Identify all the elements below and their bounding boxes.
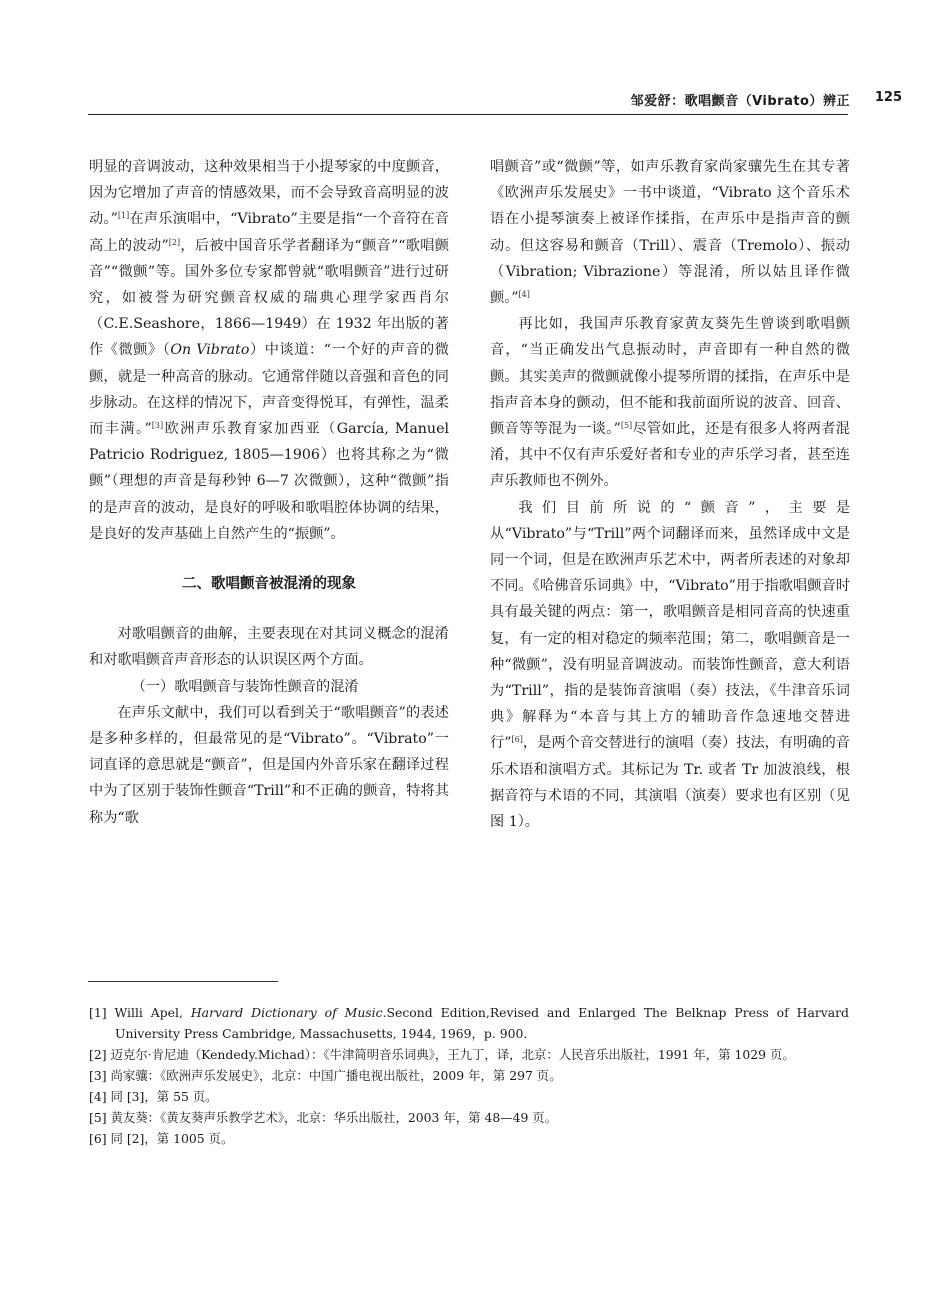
page-number: 125: [874, 90, 902, 105]
citation-ref: [6]: [511, 735, 523, 745]
text-run: [1] Willi Apel,: [89, 1005, 191, 1020]
text-run: 在声乐演唱中，“Vibrato”主要是指“一个音符在音高上的波动”: [89, 211, 449, 254]
paragraph: [490, 311, 850, 494]
header-rule: [88, 114, 848, 115]
citation-ref: [5]: [620, 421, 633, 431]
section-heading: 二、歌唱颤音被混淆的现象: [182, 576, 356, 593]
footnote: [3] 尚家骧：《欧洲声乐发展史》，北京：中国广播电视出版社，2009 年，第 297 页。: [89, 1068, 562, 1083]
citation-ref: [3]: [151, 421, 164, 431]
citation-ref: [1]: [117, 211, 130, 221]
footnote: [6] 同 [2]，第 1005 页。: [89, 1131, 234, 1146]
book-title: On Vibrato: [170, 342, 250, 359]
paragraph: [490, 154, 850, 311]
text-run: 明显的音调波动，这种效果相当于小提琴家的中度颤音，因为它增加了声音的情感效果，而不会导致音高明显的波动。”: [89, 159, 449, 228]
book-title: Harvard Dictionary of Music: [190, 1005, 383, 1020]
paragraph: [89, 154, 449, 547]
footnote: [5] 黄友葵：《黄友葵声乐教学艺术》，北京：华乐出版社，2003 年，第 48—49 页。: [89, 1110, 558, 1125]
right-column: [490, 154, 850, 835]
paragraph: 对歌唱颤音的曲解，主要表现在对其词义概念的混淆和对歌唱颤音声音形态的认识误区两个方面。: [89, 626, 449, 669]
text-run: ，后被中国音乐学者翻译为“颤音”“歌唱颤音”“微颤”等。国外多位专家都曾就“歌唱颤音”进行过研究，如被誉为研究颤音权威的瑞典心理学家西肖尔（C.E.Seashore，1866—1949）在 1932 年出版的著作《微颤》（: [89, 237, 449, 359]
footnote: [4] 同 [3]，第 55 页。: [89, 1089, 218, 1104]
left-column: [89, 154, 449, 831]
text-run: 唱颤音”或“微颤”等，如声乐教育家尚家骧先生在其专著《欧洲声乐发展史》一书中谈道，“Vibrato 这个音乐术语在小提琴演奏上被译作揉指，在声乐中是指声音的颤动。但这容易和颤音（Trill）、震音（Tremolo）、振动（Vibration; Vibrazione）等混淆，所以姑且译作微颤。”: [490, 159, 850, 307]
text-run: 尽管如此，还是有很多人将两者混淆，其中不仅有声乐爱好者和专业的声乐学习者，甚至连声乐教师也不例外。: [490, 421, 850, 490]
text-run: 欧洲声乐教育家加西亚（García, Manuel Patricio Rodriguez, 1805—1906）也将其称之为“微颤”（理想的声音是每秒钟 6—7 次微颤），这种“微颤”指的是声音的波动，是良好的呼吸和歌唱腔体协调的结果，是良好的发声基础上自然产生的“振颤”。: [89, 421, 449, 542]
citation-ref: [2]: [168, 237, 181, 247]
paragraph: [490, 495, 850, 836]
footnote: [89, 1002, 849, 1044]
citation-ref: [4]: [518, 290, 530, 300]
text-run: .Second Edition,Revised and Enlarged The Belknap Press of Harvard University Press Cambridge, Massachusetts, 1944, 1969，p. 900.: [115, 1005, 849, 1041]
paragraph: 在声乐文献中，我们可以看到关于“歌唱颤音”的表述是多种多样的，但最常见的是“Vibrato”。“Vibrato”一词直译的意思就是“颤音”，但是国内外音乐家在翻译过程中为了区别于装饰性颤音“Trill”和不正确的颤音，特将其称为“歌: [89, 704, 449, 826]
running-head: 邹爱舒：歌唱颤音（Vibrato）辨正: [630, 94, 850, 109]
subsection-heading: （一）歌唱颤音与装饰性颤音的混淆: [131, 678, 359, 695]
footnote-rule: [88, 981, 278, 982]
text-run: ，是两个音交替进行的演唱（奏）技法，有明确的音乐术语和演唱方式。其标记为 Tr. 或者 Tr 加波浪线，根据音符与术语的不同，其演唱（演奏）要求也有区别（见图 1）。: [490, 735, 850, 831]
text-run: ）中谈道：“一个好的声音的微颤，就是一种高音的脉动。它通常伴随以音强和音色的同步脉动。在这样的情况下，声音变得悦耳，有弹性，温柔而丰满。”: [89, 342, 449, 438]
text-run: 再比如，我国声乐教育家黄友葵先生曾谈到歌唱颤音，“当正确发出气息振动时，声音即有一种自然的微颤。其实美声的微颤就像小提琴所谓的揉指，在声乐中是指声音本身的颤动，但不能和我前面所说的波音、回音、颤音等等混为一谈。”: [490, 316, 850, 438]
footnotes: [89, 1002, 849, 1149]
footnote: [2] 迈克尔·肯尼迪（Kendedy.Michad）：《牛津简明音乐词典》，王九丁，译，北京：人民音乐出版社，1991 年，第 1029 页。: [89, 1047, 795, 1062]
text-run: 我们目前所说的“颤音”，主要是从“Vibrato”与“Trill”两个词翻译而来，虽然译成中文是同一个词，但是在欧洲声乐艺术中，两者所表述的对象却不同。《哈佛音乐词典》中，“Vibrato”用于指歌唱颤音时具有最关键的两点：第一，歌唱颤音是相同音高的快速重复，有一定的相对稳定的频率范围；第二，歌唱颤音是一种“微颤”，没有明显音调波动。而装饰性颤音，意大利语为“Trill”，指的是装饰音演唱（奏）技法，《牛津音乐词典》解释为“本音与其上方的辅助音作急速地交替进行”: [490, 499, 850, 752]
